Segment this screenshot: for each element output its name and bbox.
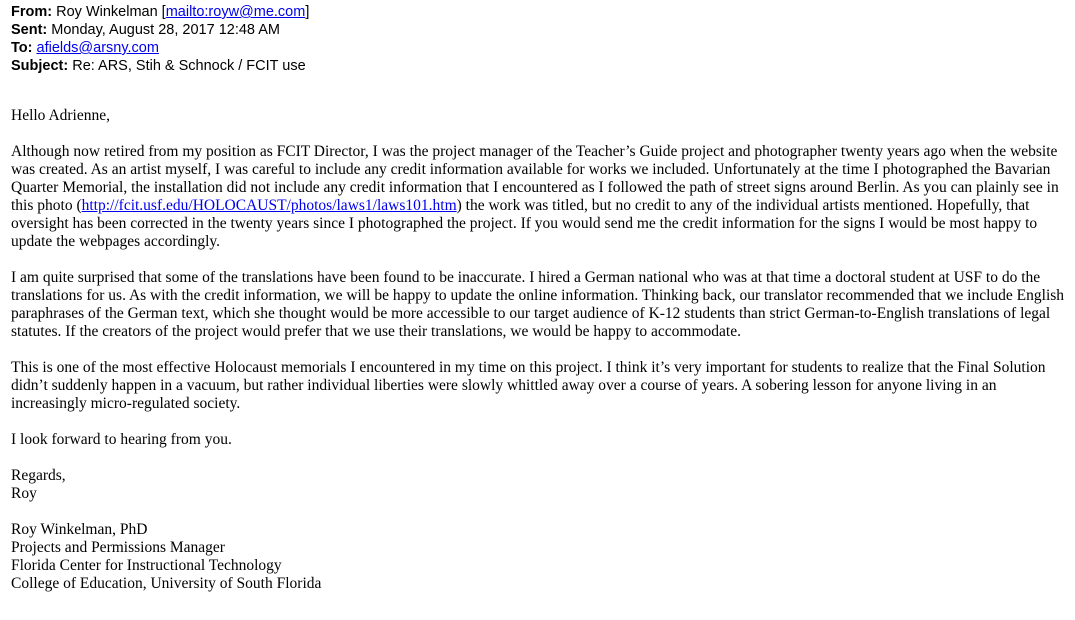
from-name: Roy Winkelman: [56, 4, 158, 20]
from-label: From:: [11, 4, 53, 20]
subject-value: Re: ARS, Stih & Schnock / FCIT use: [72, 58, 306, 74]
signature-org: Florida Center for Instructional Technology: [11, 557, 282, 574]
sent-value: Monday, August 28, 2017 12:48 AM: [51, 22, 280, 38]
signature-name: Roy Winkelman, PhD: [11, 521, 148, 538]
paragraph-1: [11, 143, 1069, 251]
paragraph-1-text-start: Although now retired from my position as FCIT Director, I was the project manager of the Teacher’s Guide project and photographer twenty years ago when the website was created. As an artist myself, I was careful to include any credit information available for works we included. Unfortunately at the time I photographed the Bavarian Quarter Memorial, the installation did not include any credit information that I encountered as I followed the path of street signs around Berlin. As you can plainly see in this photo (: [11, 143, 1059, 214]
paragraph-4: I look forward to hearing from you.: [11, 431, 232, 448]
signature-college: College of Education, University of South Florida: [11, 575, 322, 592]
photo-link[interactable]: http://fcit.usf.edu/HOLOCAUST/photos/laws1/laws101.htm: [81, 197, 457, 214]
subject-row: [11, 57, 309, 75]
closing-name: Roy: [11, 485, 37, 502]
sent-row: [11, 21, 309, 39]
paragraph-3: This is one of the most effective Holocaust memorials I encountered in my time on this project. I think it’s very important for students to realize that the Final Solution didn’t suddenly happen in a vacuum, but rather individual liberties were slowly whittled away over a course of years. A sobering lesson for anyone living in an increasingly micro-regulated society.: [11, 359, 1046, 412]
email-header: [11, 3, 309, 75]
signature-block: [11, 521, 1069, 593]
email-body: [11, 107, 1069, 593]
from-row: From: Roy Winkelman [mailto:royw@me.com]: [11, 4, 310, 20]
to-email-link[interactable]: afields@arsny.com: [36, 40, 159, 56]
greeting: Hello Adrienne,: [11, 107, 111, 124]
sent-label: Sent:: [11, 22, 48, 38]
to-label: To:: [11, 40, 33, 56]
to-row: [11, 39, 309, 57]
subject-label: Subject:: [11, 58, 69, 74]
closing: Regards,: [11, 467, 66, 484]
paragraph-2: I am quite surprised that some of the translations have been found to be inaccurate. I hired a German national who was at that time a doctoral student at USF to do the translations for us. As with the credit information, we will be happy to update the online information. Thinking back, our translator recommended that we include English paraphrases of the German text, which she thought would be more accessible to our target audience of K-12 students than strict German-to-English translations of legal statutes. If the creators of the project would prefer that we use their translations, we would be happy to accommodate.: [11, 269, 1065, 340]
paragraph-1-text-end: ) the work was titled, but no credit to any of the individual artists mentioned. Hopefully, that oversight has been corrected in the twenty years since I photographed the project. If you would send me the credit information for the signs I would be most happy to update the webpages accordingly.: [11, 197, 1038, 250]
signature-title: Projects and Permissions Manager: [11, 539, 225, 556]
from-mailto-link[interactable]: mailto:royw@me.com: [165, 4, 306, 20]
closing-block: [11, 467, 1069, 503]
